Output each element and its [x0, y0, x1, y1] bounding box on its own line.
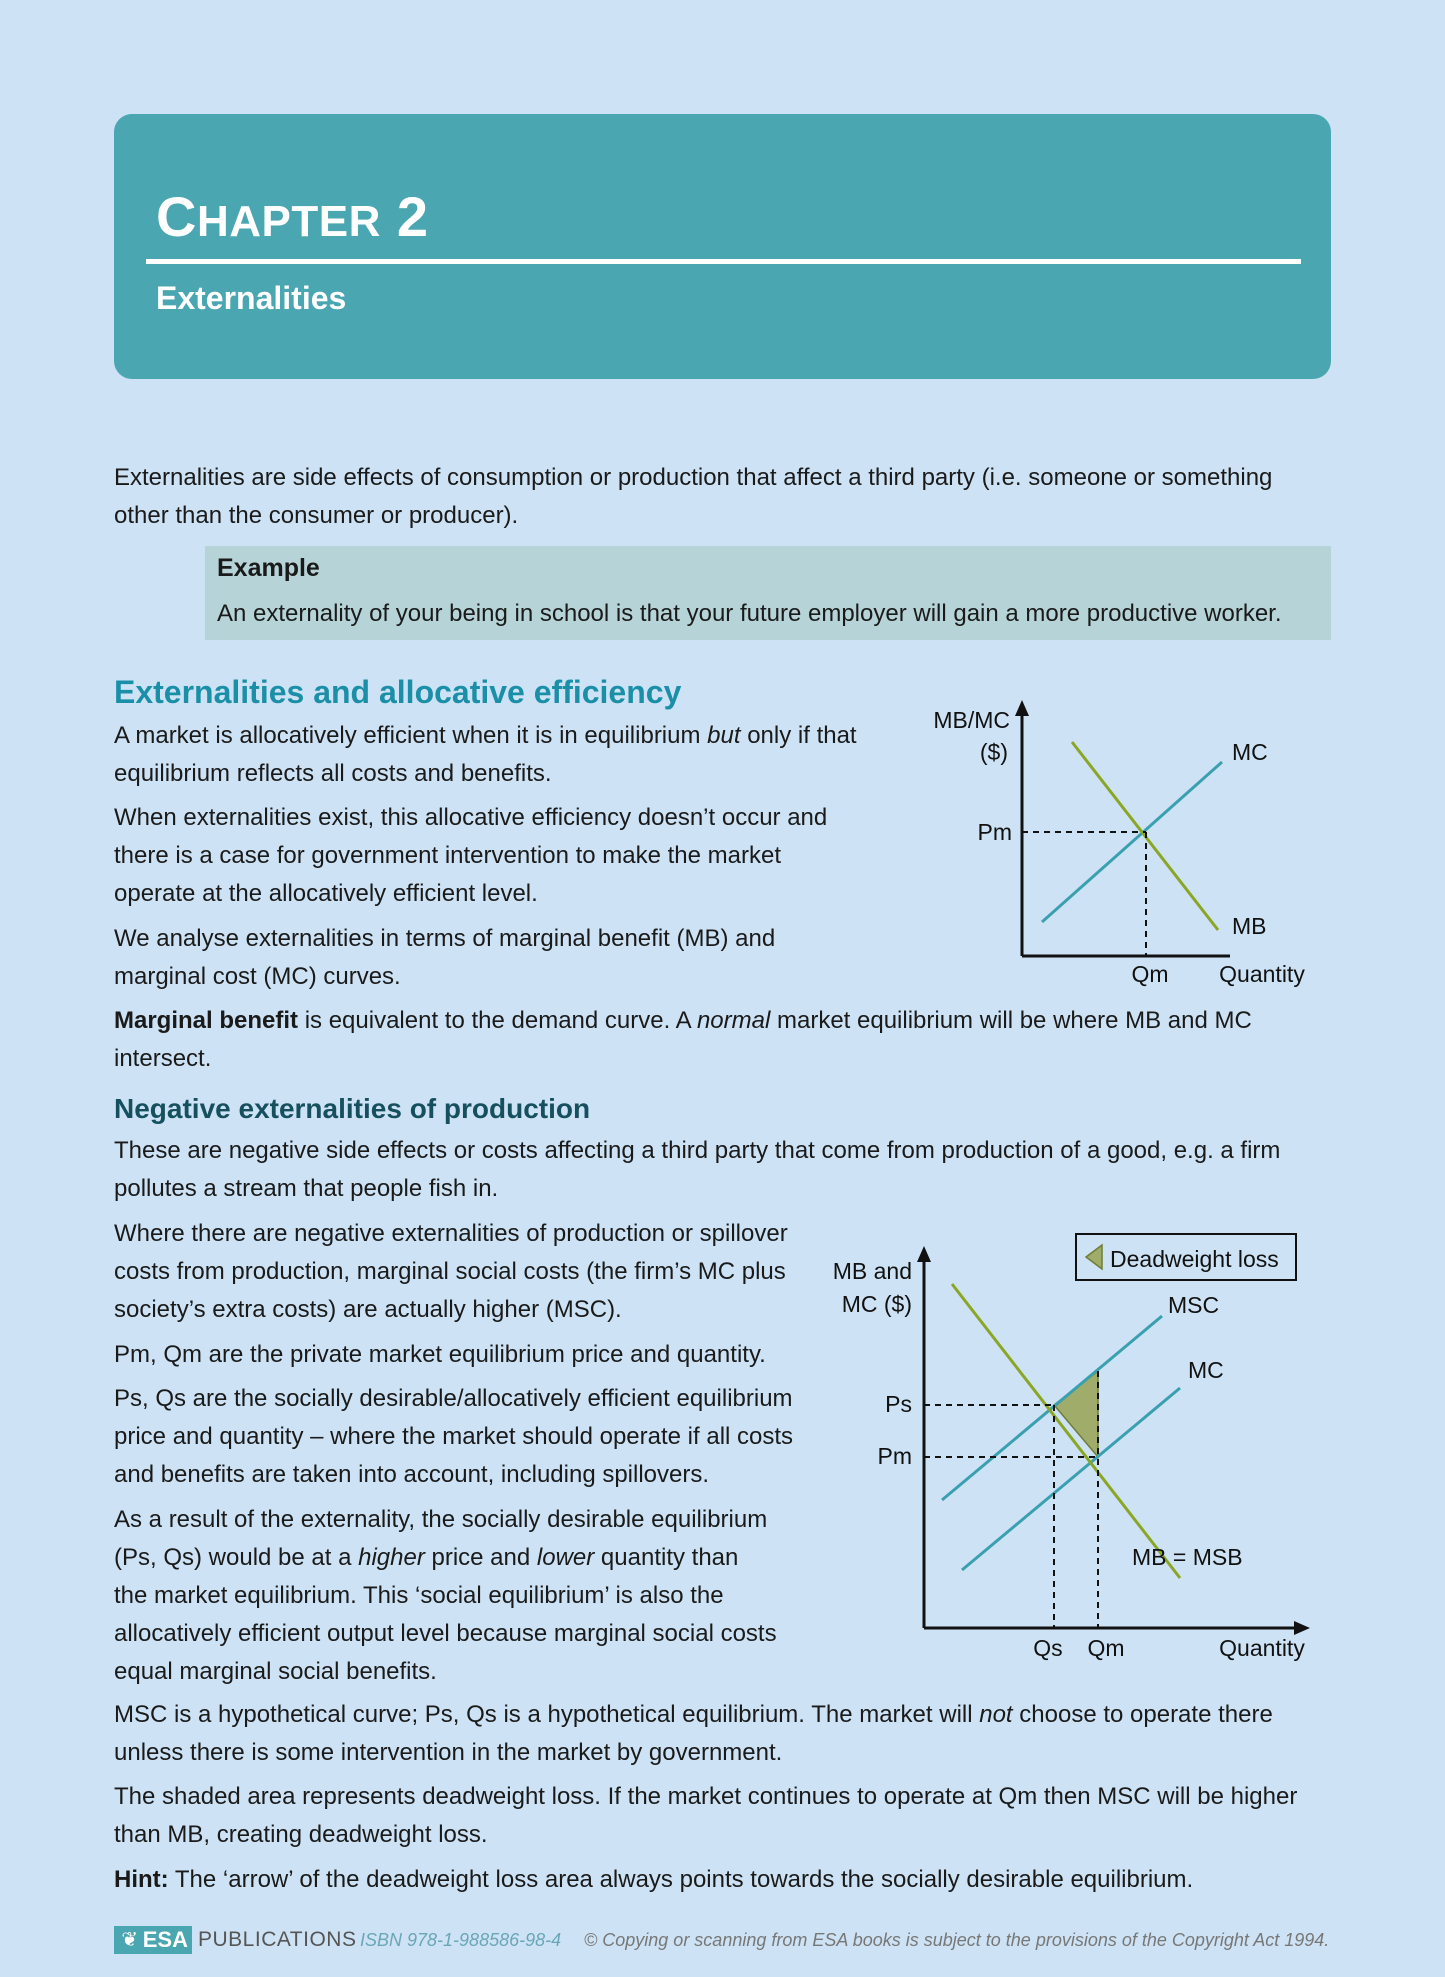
- header-rule: [146, 259, 1301, 264]
- publisher-name: PUBLICATIONS: [198, 1928, 357, 1951]
- graph2-y-arrow: [917, 1246, 931, 1262]
- graph2-pm-label: Pm: [877, 1443, 912, 1469]
- graph1-pm-label: Pm: [977, 819, 1012, 845]
- example-title: Example: [217, 554, 320, 582]
- graph1-y-label-1: MB/MC: [933, 707, 1010, 733]
- hint-paragraph: Hint: The ‘arrow’ of the deadweight loss area always points towards the socially desirable equilibrium.: [114, 1866, 1194, 1893]
- graph1-y-arrow: [1015, 700, 1029, 716]
- graph1-y-label-2: ($): [979, 739, 1008, 765]
- graph2-ps-label: Ps: [885, 1391, 912, 1417]
- section2-paragraph-7: The shaded area represents deadweight loss. If the market continues to operate at Qm then MSC will be higher than MB, creating deadweight loss.: [114, 1783, 1298, 1848]
- graph1-mb-label: MB: [1232, 913, 1267, 939]
- graph1-qm-label: Qm: [1131, 961, 1169, 987]
- chapter-subtitle: Externalities: [156, 280, 347, 316]
- section1-paragraph-2: When externalities exist, this allocative efficiency doesn’t occur and there is a case for government intervention to make the market operate at the allocatively efficient level.: [114, 804, 828, 907]
- example-body: An externality of your being in school is that your future employer will gain a more productive worker.: [217, 600, 1282, 627]
- section2-paragraph-5: As a result of the externality, the socially desirable equilibrium (Ps, Qs) would be at a higher price and lower quantity than the market equilibrium. This ‘social equilibrium’ is also the allocatively efficient output level because marginal social costs equal marginal social benefits.: [114, 1506, 777, 1685]
- example-box: [205, 546, 1331, 640]
- legend-swatch: [1086, 1245, 1102, 1269]
- section2-paragraph-1: These are negative side effects or costs affecting a third party that come from production of a good, e.g. a firm pollutes a stream that people fish in.: [114, 1137, 1281, 1202]
- graph2-x-label: Quantity: [1219, 1635, 1305, 1661]
- externality-graph: [820, 1228, 1335, 1668]
- section2-paragraph-6: MSC is a hypothetical curve; Ps, Qs is a hypothetical equilibrium. The market will not choose to operate there unless there is some intervention in the market by government.: [114, 1701, 1273, 1766]
- page-footer: [114, 1922, 1331, 1958]
- leaf-icon: ❦: [121, 1929, 138, 1951]
- section2-paragraph-2: Where there are negative externalities of production or spillover costs from production, marginal social costs (the firm’s MC plus society’s extra costs) are actually higher (MSC).: [114, 1220, 788, 1323]
- intro-paragraph: Externalities are side effects of consumption or production that affect a third party (i.e. someone or something other than the consumer or producer).: [114, 464, 1273, 529]
- section2-paragraph-4: Ps, Qs are the socially desirable/allocatively efficient equilibrium price and quantity – where the market should operate if all costs and benefits are taken into account, including spillovers.: [114, 1385, 794, 1488]
- legend-label: Deadweight loss: [1110, 1246, 1279, 1272]
- graph2-y-label-2: MC ($): [841, 1291, 912, 1317]
- mb-mc-graph: [900, 690, 1330, 1000]
- section-heading-negative: Negative externalities of production: [114, 1093, 591, 1124]
- section2-paragraph-3: Pm, Qm are the private market equilibrium price and quantity.: [114, 1341, 766, 1368]
- isbn-text: ISBN 978-1-988586-98-4: [360, 1930, 562, 1950]
- section1-paragraph-1: A market is allocatively efficient when it is in equilibrium but only if that equilibrium reflects all costs and benefits.: [114, 722, 857, 787]
- esa-logo: ❦ ESA: [114, 1926, 192, 1954]
- chapter-title: CHAPTER 2: [156, 185, 429, 248]
- graph2-mc-label: MC: [1188, 1357, 1224, 1383]
- section-heading-allocative: Externalities and allocative efficiency: [114, 674, 682, 710]
- graph2-mb-label: MB = MSB: [1132, 1544, 1243, 1570]
- graph2-msc-line: [942, 1316, 1162, 1500]
- section1-paragraph-3: We analyse externalities in terms of marginal benefit (MB) and marginal cost (MC) curves.: [114, 925, 776, 990]
- graph1-mc-label: MC: [1232, 739, 1268, 765]
- section1-paragraph-4: Marginal benefit is equivalent to the demand curve. A normal market equilibrium will be where MB and MC intersect.: [114, 1007, 1252, 1072]
- chapter-header: [114, 114, 1331, 379]
- copyright-text: © Copying or scanning from ESA books is subject to the provisions of the Copyright Act 1994.: [584, 1930, 1330, 1950]
- graph2-qs-label: Qs: [1033, 1635, 1063, 1661]
- graph2-y-label-1: MB and: [832, 1258, 912, 1284]
- graph2-msc-label: MSC: [1168, 1292, 1220, 1318]
- graph1-x-label: Quantity: [1219, 961, 1305, 987]
- graph2-x-arrow: [1294, 1621, 1310, 1635]
- graph2-qm-label: Qm: [1087, 1635, 1125, 1661]
